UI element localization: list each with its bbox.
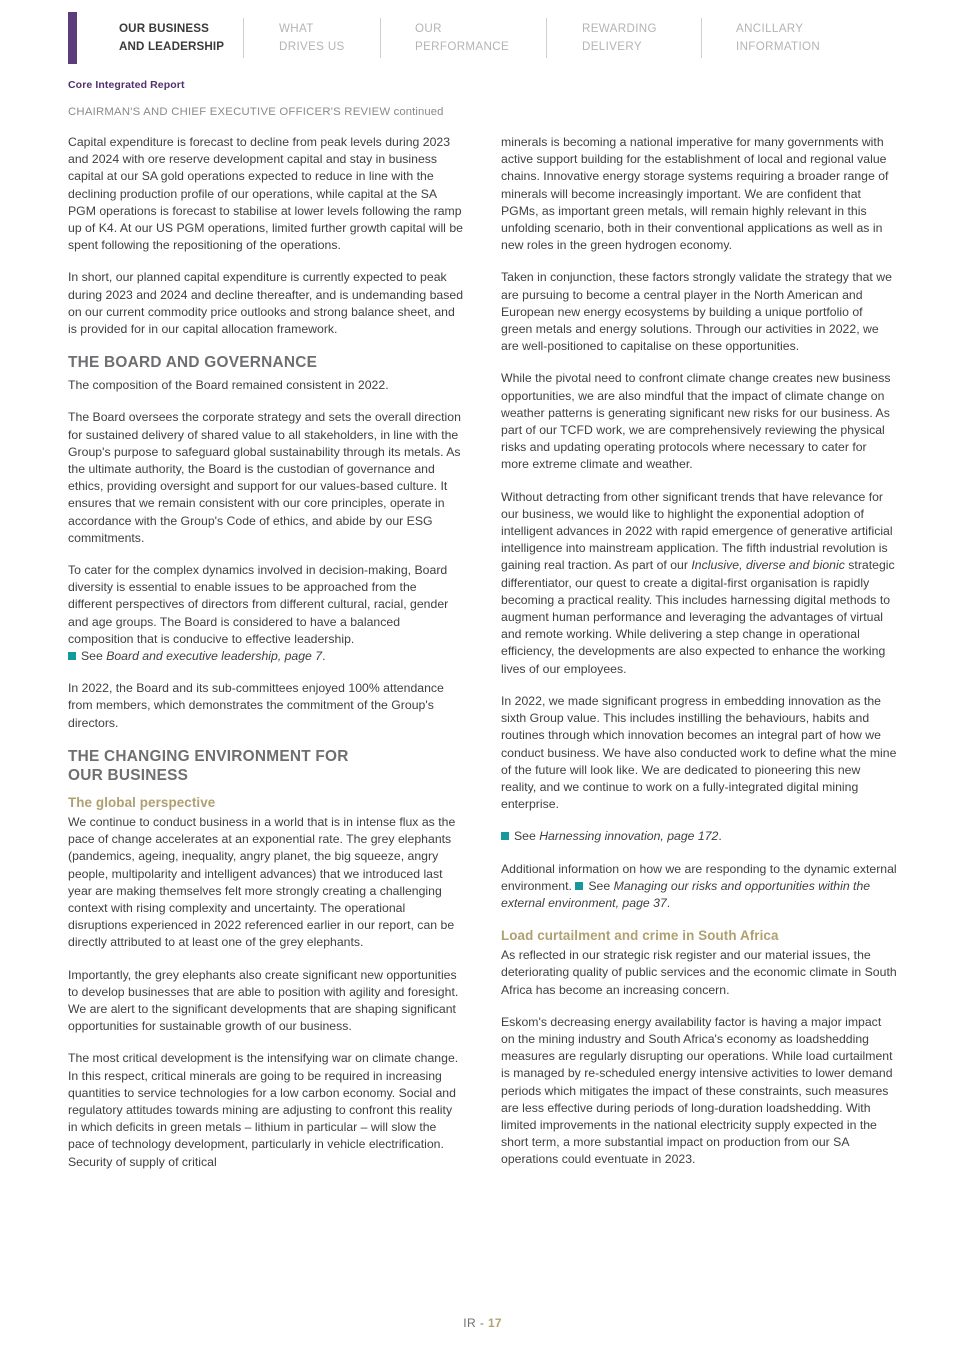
paragraph: We continue to conduct business in a world that is in intense flux as the pace of change accelerates at an exponential rate. The grey elephants (pandemics, ageing, inequality, angry planet, the big squeeze, angry people, multipolarity and intelligent advances) that we introduced last year are making themselves felt more strongly creating a challenging context with rising complexity and uncertainty. The operational disruptions experienced in 2022 referenced earlier in our report, can be directly attributed to at least one of the grey elephants. [68, 814, 456, 950]
xref-terminator: . [322, 649, 326, 664]
nav-item-line2: DELIVERY [582, 40, 642, 53]
nav-item-line1: WHAT [279, 22, 314, 36]
xref-terminator: . [718, 829, 722, 844]
paragraph-part: Additional information on how we are responding to the dynamic external environment. [501, 861, 897, 893]
paragraph-part: Without detracting from other significant trends that have relevance for our business, we would like to highlight the exponential adoption of intelligent advances in 2022 with rapid emergence of generative artificial intelligence into mainstream application. The fifth industrial revolution is gaining real traction. As part of our [501, 489, 893, 573]
paragraph: In 2022, we made significant progress in embedding innovation as the sixth Group value. This includes instilling the behaviours, habits and routines through which innovation becomes an integral part of how we conduct business. We have also conducted work to define what the mine of the future will look like. We are dedicated to pioneering this new reality, and we continue to work on a fully-integrated digital mining enterprise. [501, 693, 897, 812]
navigation-items [77, 12, 898, 64]
nav-item-line2: AND LEADERSHIP [119, 40, 225, 53]
section-navigation [68, 12, 898, 64]
running-head-title: CHAIRMAN'S AND CHIEF EXECUTIVE OFFICER'S REVIEW [68, 106, 391, 118]
cross-reference-board-and-executive-leadership[interactable] [68, 648, 464, 665]
paragraph: Taken in conjunction, these factors strongly validate the strategy that we are pursuing to become a central player in the North American and European new energy ecosystems by building a unique portfolio of green metals and energy solutions. Through our activities in 2022, we are well-positioned to capitalise on these opportunities. [501, 270, 892, 354]
nav-item-line2: PERFORMANCE [415, 40, 510, 53]
paragraph: Eskom's decreasing energy availability factor is having a major impact on the mining industry and South Africa's economy as loadshedding measures are regularly disrupting our operations. While load curtailment is managed by re-scheduled energy intensive activities to lower demand periods which mitigates the impact of these constraints, such measures are less effective during periods of long-duration loadshedding. With limited improvements in the national electricity supply expected in the short term, a more substantial impact on production from our SA operations could eventuate in 2023. [501, 1014, 893, 1167]
running-head [68, 106, 444, 118]
nav-item-ancillary-information[interactable] [736, 12, 856, 64]
paragraph: In 2022, the Board and its sub-committees enjoyed 100% attendance from members, which demonstrates the commitment of the Group's directors. [68, 681, 444, 730]
paragraph: In short, our planned capital expenditure is currently expected to peak during 2023 and 2024 and decline thereafter, and is undemanding based on our current commodity price outlooks and strong balance sheet, and is provided for in our capital allocation framework. [68, 270, 464, 337]
square-bullet-icon [575, 882, 583, 890]
paragraph: Capital expenditure is forecast to decline from peak levels during 2023 and 2024 with ore reserve development capital and stay in business capital at our SA gold operations expected to reduce in line with the declining production profile of our operations, while capital at the SA PGM operations is forecast to stabilise at lower levels following the ramp up of K4. At our US PGM operations, limited further growth capital will be spent following the repositioning of the operations. [68, 135, 463, 253]
paragraph: Importantly, the grey elephants also create significant new opportunities to develop businesses that are able to position with agility and foresight. We are alert to the significant developments that are shaping significant opportunities for sustainable growth of our business. [68, 967, 459, 1034]
nav-item-what-drives-us[interactable] [279, 12, 380, 64]
emphasised-term: Inclusive, diverse and bionic [691, 558, 845, 573]
nav-item-line2: DRIVES US [279, 40, 345, 53]
paragraph: While the pivotal need to confront climate change creates new business opportunities, we are also mindful that the impact of climate change on weather patterns is generating significant new risks for our business. As part of our TCFD work, we are comprehensively reviewing the physical risks and updating operating protocols where necessary to cater for more extreme climate and weather. [501, 371, 891, 472]
nav-item-line1: REWARDING [582, 22, 657, 36]
section-heading-line1: THE CHANGING ENVIRONMENT FOR [68, 747, 349, 765]
xref-terminator: . [666, 895, 671, 910]
xref-see-label: See [81, 649, 107, 664]
nav-item-our-performance[interactable] [415, 12, 546, 64]
paragraph-part: strategic differentiator, our quest to create a digital-first organisation is rapidly becoming a practical reality. This includes harnessing digital methods to augment human performance and leveraging the advantages of virtual and remote working. While delivering a step change in operational efficiency, the developments are also expected to enhance the working lives of our employees. [501, 558, 895, 676]
footer-prefix: IR - [463, 1316, 488, 1330]
paragraph: The composition of the Board remained consistent in 2022. [68, 378, 389, 393]
nav-item-rewarding-delivery[interactable] [582, 12, 701, 64]
left-column [68, 134, 464, 1186]
square-bullet-icon [501, 832, 509, 840]
subheading-the-global-perspective: The global perspective [68, 794, 216, 810]
paragraph: To cater for the complex dynamics involved in decision-making, Board diversity is essential to enable issues to be approached from the different perspectives of directors from different cultural, racial, gender and age groups. The Board is considered to have a balanced composition that is conducive to effective leadership. [68, 563, 449, 646]
xref-target-title: Board and executive leadership, page 7 [106, 649, 323, 664]
cross-reference-harnessing-innovation[interactable] [501, 828, 897, 845]
report-type-label: Core Integrated Report [68, 79, 185, 91]
paragraph: The Board oversees the corporate strategy and sets the overall direction for sustained delivery of shared value to all stakeholders, in line with the Group's purpose to safeguard global sustainability through its metals. As the ultimate authority, the Board is the custodian of governance and ethics, providing oversight and support for our values-based culture. It ensures that we remain consistent with our core principles, operate in accordance with the Group's Code of ethics, and abide by our ESG commitments. [68, 410, 461, 545]
nav-item-line1: OUR [415, 22, 442, 36]
running-head-continued: continued [390, 106, 444, 118]
nav-item-line1: OUR BUSINESS [119, 22, 210, 36]
nav-divider [546, 18, 547, 58]
subheading-load-curtailment-and-crime: Load curtailment and crime in South Africa [501, 928, 779, 944]
paragraph-with-cross-reference [501, 861, 897, 913]
page-number: 17 [487, 1316, 502, 1330]
nav-item-our-business-and-leadership[interactable] [119, 12, 243, 64]
nav-divider [701, 18, 702, 58]
nav-divider [243, 18, 244, 58]
section-heading-board-and-governance: THE BOARD AND GOVERNANCE [68, 354, 318, 372]
xref-see-label[interactable]: See [588, 878, 614, 893]
paragraph [501, 489, 897, 678]
body-columns [68, 134, 898, 1186]
section-heading-line2: OUR BUSINESS [68, 766, 189, 784]
paragraph: The most critical development is the intensifying war on climate change. In this respect, critical minerals are going to be required in increasing quantities to service technologies for a low carbon economy. Social and regulatory attitudes towards mining are adjusting to confront this reality in which deficits in green metals – lithium in particular – will slow the pace of technology development, particularly in vehicle electrification. Security of supply of critical [68, 1051, 459, 1169]
active-section-accent-bar [68, 12, 77, 64]
nav-item-line2: INFORMATION [736, 40, 821, 53]
paragraph: As reflected in our strategic risk register and our material issues, the deteriorating quality of public services and the economic climate in South Africa has become an increasing concern. [501, 948, 897, 997]
paragraph: minerals is becoming a national imperative for many governments with active support building for the establishment of local and regional value chains. Innovative energy storage systems requiring a broader range of minerals will become increasingly important. We are confident that PGMs, as important green metals, will remain highly relevant in this unfolding scenario, both in their conventional applications as well as in new roles in the green hydrogen economy. [501, 135, 889, 253]
xref-see-label: See [514, 829, 540, 844]
section-heading-changing-environment [68, 747, 464, 785]
xref-target-title: Harnessing innovation, page 172 [539, 829, 719, 844]
square-bullet-icon [68, 652, 76, 660]
nav-item-line1: ANCILLARY [736, 22, 804, 36]
nav-divider [380, 18, 381, 58]
page-footer [0, 1316, 965, 1330]
right-column [501, 134, 897, 1186]
xref-target-title[interactable]: Managing our risks and opportunities within the external environment, page 37 [501, 878, 871, 910]
